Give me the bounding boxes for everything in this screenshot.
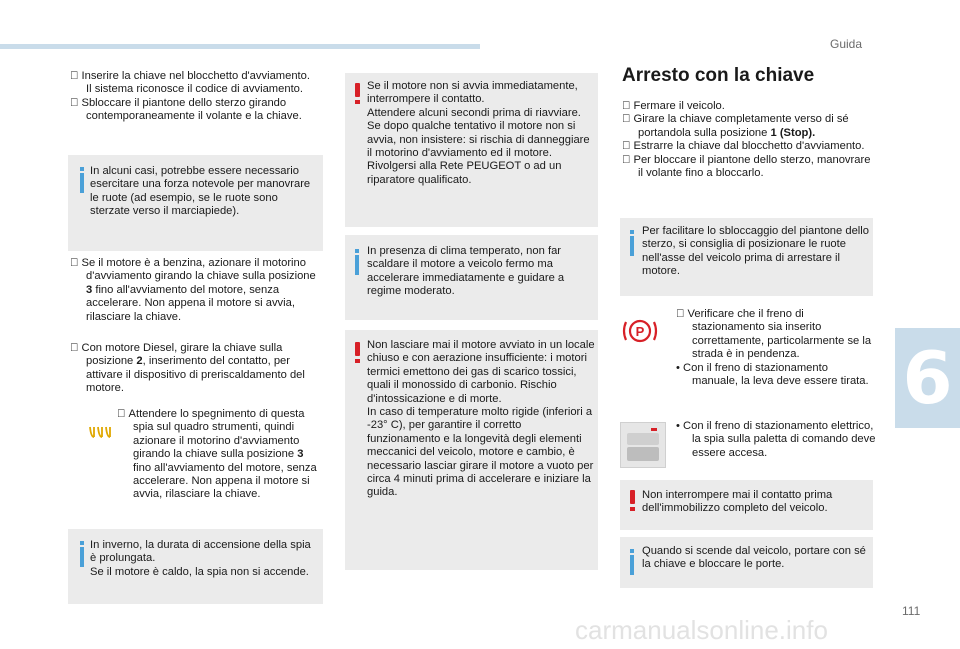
warning-box-exhaust <box>345 330 598 570</box>
warning-box-no-start <box>345 73 598 227</box>
info-icon <box>630 555 634 575</box>
info-winter-text: In inverno, la durata di accensione della spia è prolungata. Se il motore è caldo, la spia non si accende. <box>90 539 311 578</box>
electric-brake-switch-image <box>620 422 666 468</box>
parking-checks <box>676 308 876 388</box>
info-box-force <box>68 155 323 251</box>
parking-check-text: Verificare che il freno di stazionamento sia inserito correttamente, particolarmente se la strada è in pendenza. <box>676 308 869 361</box>
warning-icon <box>355 83 360 97</box>
info-warmup-text: In presenza di clima temperato, non far scaldare il motore a veicolo fermo ma accelerare immediatamente e guidare a regime moderato. <box>367 245 565 298</box>
step-remove-key: Estrarre la chiave dal blocchetto d'avviamento. <box>622 140 853 153</box>
diesel-text: Con motore Diesel, girare la chiave sulla posizione <box>70 342 322 354</box>
info-box-warmup <box>345 235 598 320</box>
parking-manual-text: • Con il freno di stazionamento manuale, la leva deve essere tirata. <box>676 361 869 388</box>
parking-symbol: P <box>635 324 645 339</box>
warning-icon <box>355 342 360 356</box>
info-steering-text: Per facilitare lo sbloccaggio del piantone dello sterzo, si consiglia di posizionare le ruote nell'asse del veicolo prima di arrestare il motore. <box>642 225 870 278</box>
header-bar <box>0 44 480 49</box>
start-steps <box>70 70 325 124</box>
warning-exhaust-text: Non lasciare mai il motore avviato in un locale chiuso e con aerazione insufficiente: i motori termici emettono dei gas di scarico tossici, quali il monossido di carbonio. Rischio d'intossicazione e di morte. In caso di temperature molto rigide (inferiori a -23° C), per garantire il corretto funzionamento e la longevità degli elementi meccanici del veicolo, motore e cambio, è necessario lasciar girare il motore a vuoto per circa 4 minuti prima di accelerare e iniziare la guida. <box>367 339 595 499</box>
watermark: carmanualsonline.info <box>575 615 828 645</box>
step-stop-position: 1 (Stop). <box>770 126 816 139</box>
section-label: Guida <box>830 37 863 51</box>
step-lock-steering: Per bloccare il piantone dello sterzo, manovrare il volante fino a bloccarlo. <box>622 153 868 180</box>
petrol-position: 3 <box>86 283 93 296</box>
step-insert-key: Inserire la chiave nel blocchetto d'avviamento. <box>70 70 299 82</box>
step-code-note: Il sistema riconosce il codice di avviamento. <box>86 83 304 96</box>
info-icon <box>630 236 634 256</box>
warning-ignition-text: Non interrompere mai il contatto prima dell'immobilizzo completo del veicolo. <box>642 489 833 515</box>
info-box-winter <box>68 529 323 604</box>
glow-text-end: fino all'avviamento del motore, senza accelerare. Non appena il motore si avvia, rilasciare la chiave. <box>133 448 310 501</box>
parking-electric <box>676 420 876 460</box>
section-title: Arresto con la chiave <box>622 65 815 86</box>
info-force-text: In alcuni casi, potrebbe essere necessario esercitare una forza notevole per manovrare le ruote (ad esempio, se le ruote sono sterzate verso il marciapiede). <box>90 165 311 218</box>
stop-steps <box>622 100 877 180</box>
glow-position: 3 <box>244 448 252 461</box>
warning-no-start-text: Se il motore non si avvia immediatamente, interrompere il contatto. Attendere alcuni secondi prima di riavviare. Se dopo qualche tentativo il motore non si avvia, non insistere: si rischia di danneggiare il motorino d'avviamento ed il motore. Rivolgersi alla Rete PEUGEOT o ad un riparatore qualificato. <box>367 80 590 186</box>
step-turn-key: Girare la chiave completamente verso di sé portandola sulla posizione <box>622 113 838 139</box>
petrol-step <box>70 257 325 324</box>
info-icon <box>355 255 359 275</box>
parking-electric-text: • Con il freno di stazionamento elettrico, la spia sulla paletta di comando deve essere accesa. <box>676 420 876 459</box>
info-icon <box>80 173 84 193</box>
info-box-leaving <box>620 537 873 588</box>
glow-step <box>117 408 322 502</box>
info-box-steering <box>620 218 873 296</box>
chapter-tab <box>895 328 960 428</box>
petrol-text-end: fino all'avviamento del motore, senza accelerare. Non appena il motore si avvia, rilasciare la chiave. <box>86 283 295 323</box>
step-unlock-steering: Sbloccare il piantone dello sterzo girando contemporaneamente il volante e la chiave. <box>70 96 302 123</box>
warning-box-ignition <box>620 480 873 530</box>
step-stop-vehicle: Fermare il veicolo. <box>622 100 714 112</box>
diesel-step <box>70 342 325 396</box>
diesel-text-end: , inserimento del contatto, per attivare il dispositivo di preriscaldamento del motore. <box>86 355 299 381</box>
info-leaving-text: Quando si scende dal veicolo, portare con sé la chiave e bloccare le porte. <box>642 545 866 571</box>
glow-text: Attendere lo spegnimento di questa spia sul quadro strumenti, quindi azionare il motorino d'avviamento girando la chiave sulla posizione <box>117 408 317 461</box>
diesel-position: 2 <box>86 355 93 368</box>
chapter-number: 6 <box>902 336 953 420</box>
petrol-text: Se il motore è a benzina, azionare il motorino d'avviamento girando la chiave sulla posizione <box>70 257 316 283</box>
glow-plug-icon <box>87 423 117 439</box>
info-icon <box>80 547 84 567</box>
page-number: 111 <box>902 604 921 618</box>
parking-brake-icon <box>620 316 660 346</box>
warning-icon <box>630 490 635 504</box>
